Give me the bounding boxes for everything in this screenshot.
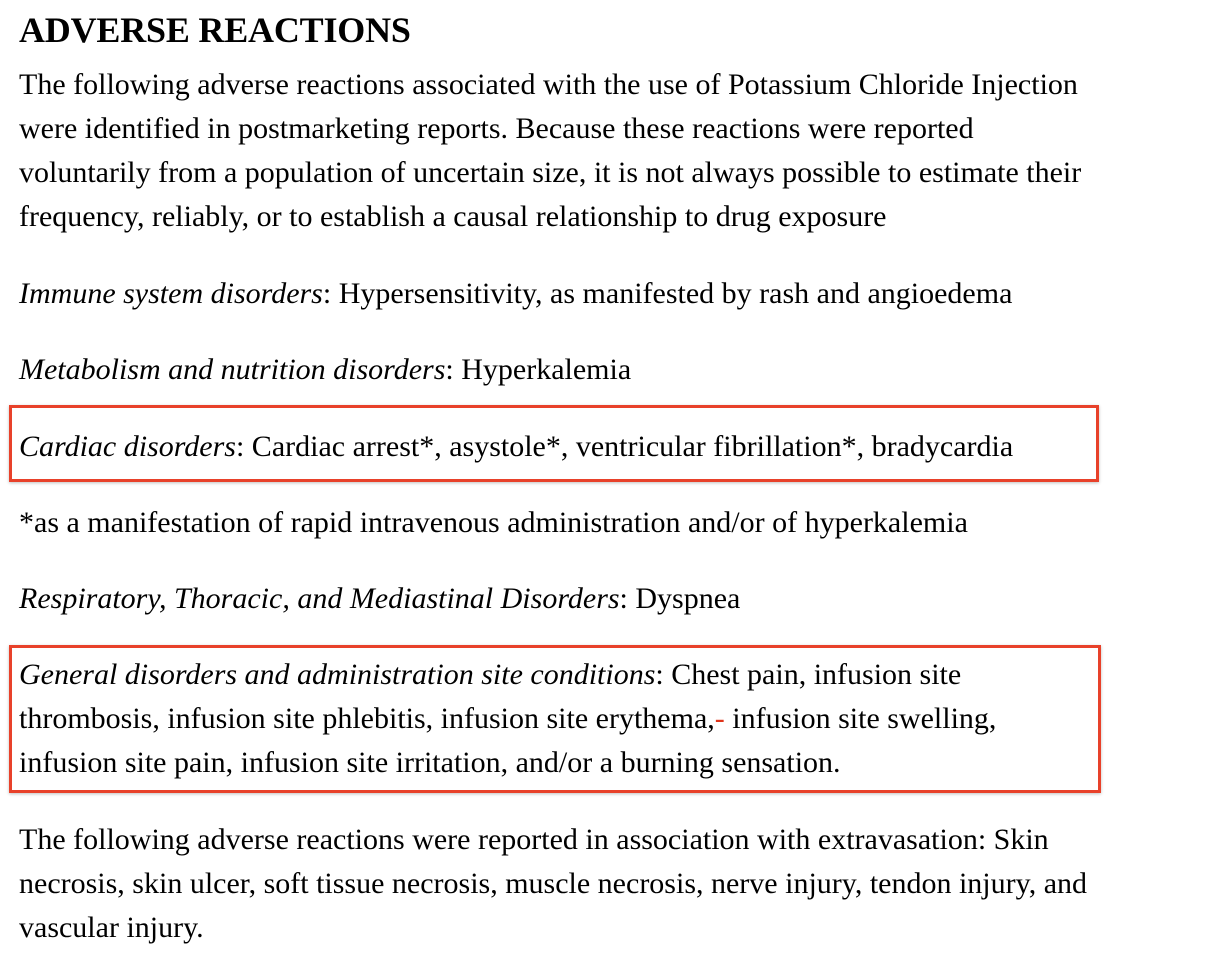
general-line-1-text: : Chest pain, infusion site <box>655 658 962 691</box>
general-line-3: infusion site pain, infusion site irritation, and/or a burning sensation. <box>19 746 841 779</box>
metabolism-description: : Hyperkalemia <box>445 353 632 386</box>
intro-line-1: The following adverse reactions associated with the use of Potassium Chloride Injection <box>19 68 1078 101</box>
general-line-2a-text: thrombosis, infusion site phlebitis, infusion site erythema, <box>19 702 715 735</box>
section-heading: ADVERSE REACTIONS <box>19 10 411 50</box>
general-disorders-highlight-box <box>9 645 1101 793</box>
extravasation-line-3: vascular injury. <box>19 911 204 944</box>
general-line-2b-text: infusion site swelling, <box>724 702 997 735</box>
intro-line-4: frequency, reliably, or to establish a causal relationship to drug exposure <box>19 200 887 233</box>
intro-line-3: voluntarily from a population of uncertain size, it is not always possible to estimate their <box>19 156 1082 189</box>
intro-line-2: were identified in postmarketing reports. Because these reactions were reported <box>19 112 974 145</box>
intro-paragraph <box>19 63 1081 239</box>
footnote-text: *as a manifestation of rapid intravenous administration and/or of hyperkalemia <box>19 506 968 539</box>
metabolism-category-label: Metabolism and nutrition disorders <box>19 353 446 386</box>
immune-description: : Hypersensitivity, as manifested by rash and angioedema <box>322 277 1013 310</box>
immune-category-label: Immune system disorders <box>19 277 323 310</box>
extravasation-paragraph <box>19 818 1087 950</box>
tracked-change-mark: - <box>714 702 725 735</box>
cardiac-highlight-box <box>9 405 1099 482</box>
extravasation-line-2: necrosis, skin ulcer, soft tissue necrosis, muscle necrosis, nerve injury, tendon injury, and <box>19 867 1088 900</box>
respiratory-disorders-paragraph <box>19 577 740 621</box>
general-category-label: General disorders and administration site conditions <box>19 658 656 691</box>
immune-disorders-paragraph <box>19 272 1012 316</box>
respiratory-category-label: Respiratory, Thoracic, and Mediastinal Disorders <box>19 582 620 615</box>
cardiac-category-label: Cardiac disorders <box>19 430 236 463</box>
cardiac-description: : Cardiac arrest*, asystole*, ventricular fibrillation*, bradycardia <box>235 430 1014 463</box>
metabolism-disorders-paragraph <box>19 348 631 392</box>
respiratory-description: : Dyspnea <box>619 582 741 615</box>
extravasation-line-1: The following adverse reactions were reported in association with extravasation: Skin <box>19 823 1049 856</box>
footnote-paragraph <box>19 501 968 545</box>
